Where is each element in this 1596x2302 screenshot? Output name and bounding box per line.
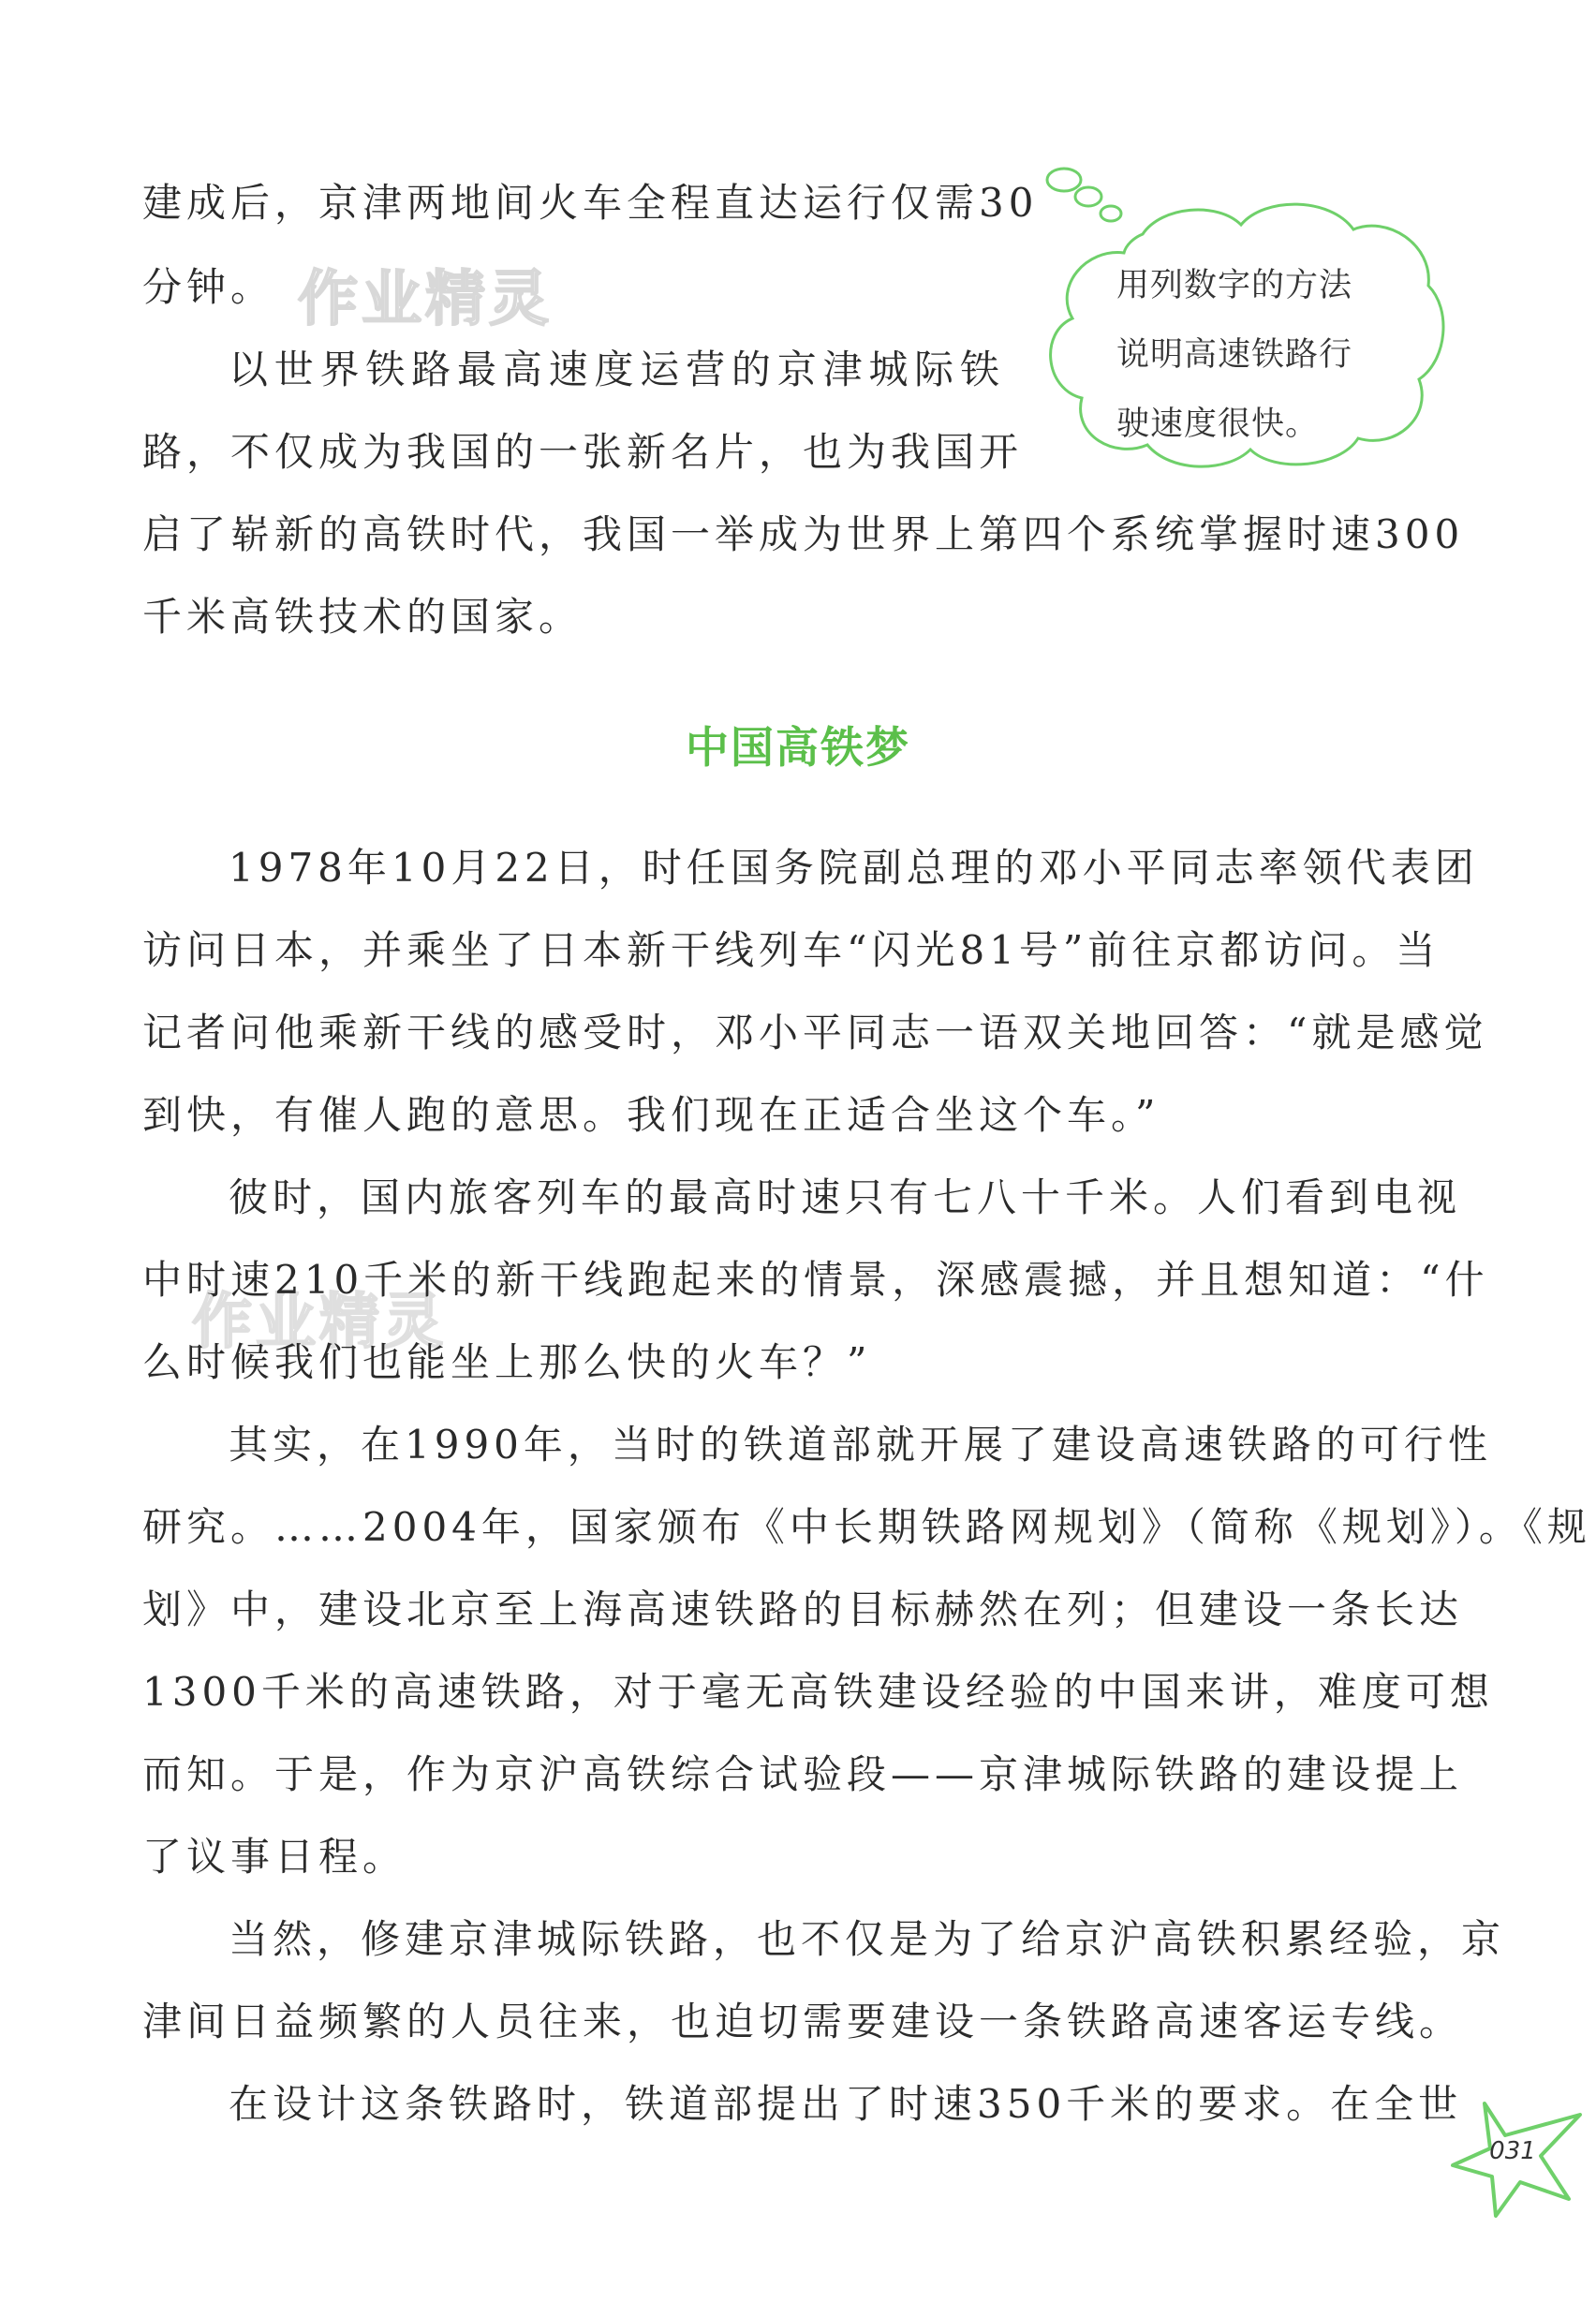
paragraph-line: 建成后，京津两地间火车全程直达运行仅需30	[142, 180, 1039, 226]
paragraph-line: 路，不仅成为我国的一张新名片，也为我国开	[142, 429, 1024, 475]
side-note-line: 说明高速铁路行	[1116, 336, 1353, 374]
paragraph-line: 而知。于是，作为京沪高铁综合试验段——京津城际铁路的建设提上	[142, 1751, 1464, 1797]
section-title: 中国高铁梦	[686, 722, 910, 773]
paragraph-line: 1978年10月22日，时任国务院副总理的邓小平同志率领代表团	[229, 845, 1479, 891]
paragraph-line: 研究。……2004年，国家颁布《中长期铁路网规划》（简称《规划》）。《规	[142, 1504, 1591, 1550]
paragraph-line: 当然，修建京津城际铁路，也不仅是为了给京沪高铁积累经验，京	[229, 1916, 1506, 1962]
paragraph-line: 启了崭新的高铁时代，我国一举成为世界上第四个系统掌握时速300	[142, 511, 1465, 557]
side-note-line: 用列数字的方法	[1116, 267, 1353, 304]
paragraph-line: 分钟。	[142, 264, 275, 310]
paragraph-line: 么时候我们也能坐上那么快的火车？”	[142, 1339, 872, 1385]
paragraph-line: 在设计这条铁路时，铁道部提出了时速350千米的要求。在全世	[229, 2081, 1463, 2127]
watermark: 作业精灵	[298, 265, 553, 334]
paragraph-line: 访问日本，并乘坐了日本新干线列车“闪光81号”前往京都访问。当	[142, 927, 1441, 973]
paragraph-line: 到快，有催人跑的意思。我们现在正适合坐这个车。”	[142, 1092, 1160, 1138]
watermark: 作业精灵	[192, 1288, 447, 1357]
paragraph-line: 津间日益频繁的人员往来，也迫切需要建设一条铁路高速客运专线。	[142, 1999, 1464, 2044]
paragraph-line: 彼时，国内旅客列车的最高时速只有七八十千米。人们看到电视	[229, 1174, 1462, 1220]
paragraph-line: 其实，在1990年，当时的铁道部就开展了建设高速铁路的可行性	[229, 1422, 1492, 1468]
paragraph-line: 划》中，建设北京至上海高速铁路的目标赫然在列；但建设一条长达	[142, 1586, 1464, 1632]
paragraph-line: 1300千米的高速铁路，对于毫无高铁建设经验的中国来讲，难度可想	[142, 1669, 1494, 1715]
paragraph-line: 千米高铁技术的国家。	[142, 594, 584, 640]
page-number: 031	[1489, 2137, 1536, 2165]
side-note-line: 驶速度很快。	[1116, 406, 1320, 443]
paragraph-line: 记者问他乘新干线的感受时，邓小平同志一语双关地回答：“就是感觉	[142, 1010, 1488, 1055]
paragraph-line: 中时速210千米的新干线跑起来的情景，深感震撼，并且想知道：“什	[142, 1257, 1489, 1303]
paragraph-line: 以世界铁路最高速度运营的京津城际铁	[229, 347, 1004, 392]
paragraph-line: 了议事日程。	[142, 1834, 407, 1880]
